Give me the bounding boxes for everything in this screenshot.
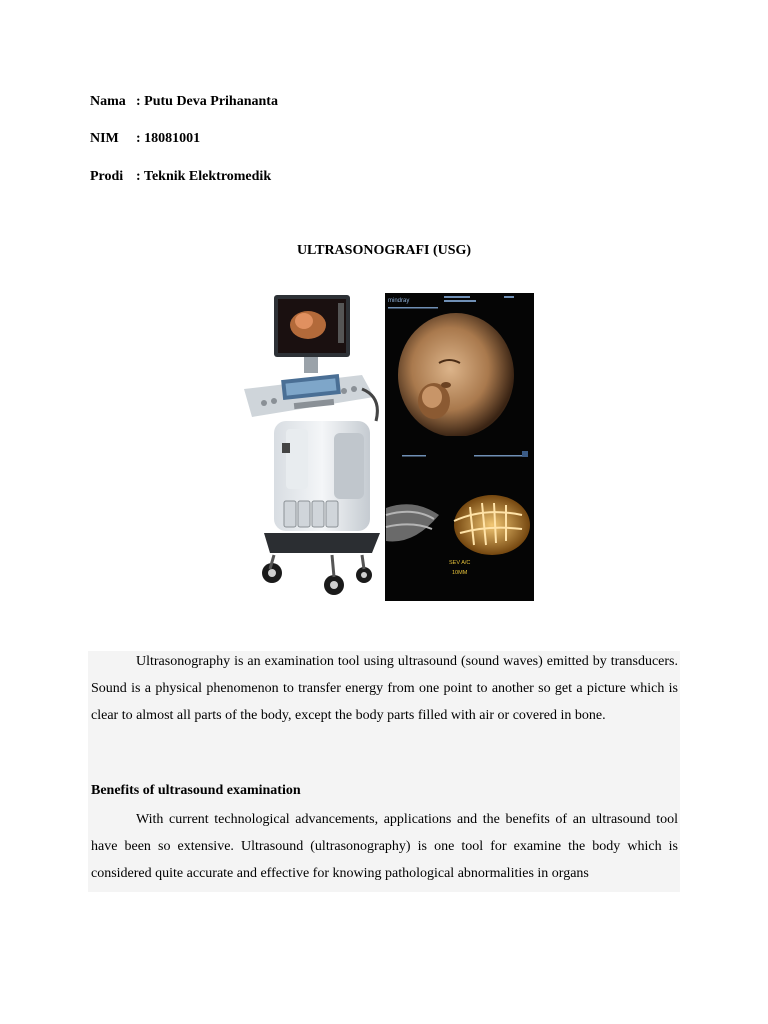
scan-label-1: SEV A/C: [449, 560, 471, 566]
document-title: ULTRASONOGRAFI (USG): [296, 243, 472, 258]
student-name-row: [90, 93, 278, 111]
fetus-3d-scan: [398, 313, 514, 437]
nim-label: NIM: [90, 131, 119, 146]
body-text-block: [88, 651, 680, 892]
prodi-label: Prodi: [90, 169, 124, 184]
scan-brand-label: mindray: [388, 298, 410, 304]
prodi-value: : Teknik Elektromedik: [136, 169, 272, 184]
nama-label: Nama: [90, 94, 126, 109]
student-prodi-row: [90, 168, 271, 186]
paragraph-intro: [91, 648, 678, 729]
nama-value: : Putu Deva Prihananta: [136, 94, 278, 109]
student-nim-row: [90, 130, 200, 148]
ultrasound-machine-and-scans-image: [234, 293, 534, 601]
benefits-heading: Benefits of ultrasound examination: [91, 783, 301, 798]
paragraph-intro-text: Ultrasonography is an examination tool using ultrasound (sound waves) emitted by transducers. Sound is a physical phenomenon to transfer energy from one point to another so get a picture which is clear to almost all parts of the body, except the body parts filled with air or covered in bone.: [91, 654, 678, 723]
nim-value: : 18081001: [136, 131, 201, 146]
ultrasound-figure: [234, 293, 534, 601]
paragraph-benefits: [91, 806, 678, 887]
paragraph-benefits-text: With current technological advancements, applications and the benefits of an ultrasound tool have been so extensive. Ultrasound (ultrasonography) is one tool for examine the body which is considered quite accurate and effective for knowing pathological abnormalities in organs: [91, 812, 678, 881]
scan-label-2: 10MM: [452, 570, 468, 576]
